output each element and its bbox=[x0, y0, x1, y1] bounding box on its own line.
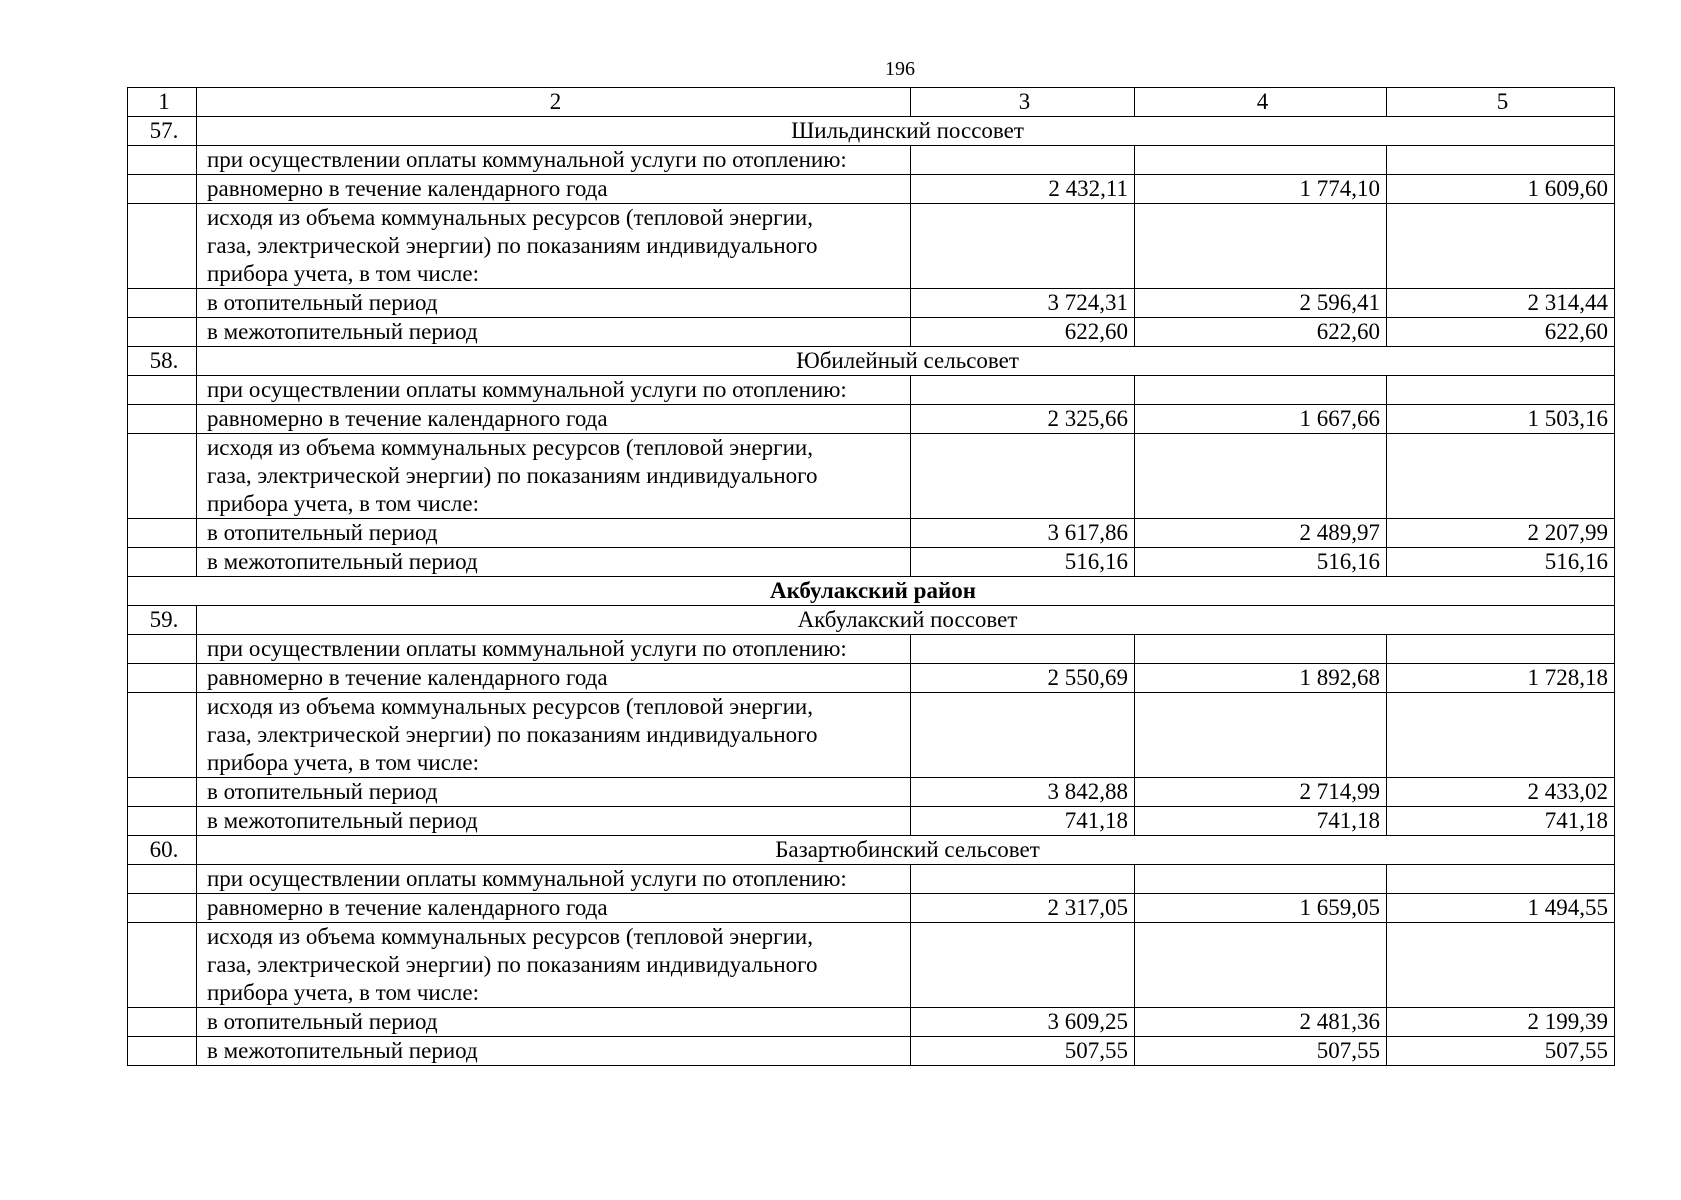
row-number-cell bbox=[128, 146, 197, 175]
table-row bbox=[128, 405, 1615, 434]
row-label: в межотопительный период bbox=[197, 548, 911, 577]
section-title: Базартюбинский сельсовет bbox=[197, 836, 1615, 865]
row-label-line: исходя из объема коммунальных ресурсов (тепловой энергии, bbox=[207, 435, 813, 460]
row-label: при осуществлении оплаты коммунальной услуги по отоплению: bbox=[197, 376, 911, 405]
value-cell: 1 609,60 bbox=[1387, 175, 1615, 204]
value-cell: 2 433,02 bbox=[1387, 778, 1615, 807]
row-number-cell bbox=[128, 807, 197, 836]
value-cell: 622,60 bbox=[911, 318, 1135, 347]
table-row bbox=[128, 146, 1615, 175]
value-cell bbox=[1135, 865, 1387, 894]
value-cell bbox=[1387, 146, 1615, 175]
value-cell: 2 596,41 bbox=[1135, 289, 1387, 318]
row-label: равномерно в течение календарного года bbox=[197, 664, 911, 693]
row-label-line: газа, электрической энергии) по показаниям индивидуального bbox=[207, 952, 818, 977]
value-cell: 507,55 bbox=[1135, 1037, 1387, 1066]
value-cell: 2 432,11 bbox=[911, 175, 1135, 204]
value-cell: 1 892,68 bbox=[1135, 664, 1387, 693]
row-label-line: газа, электрической энергии) по показаниям индивидуального bbox=[207, 463, 818, 488]
value-cell: 1 494,55 bbox=[1387, 894, 1615, 923]
column-header: 5 bbox=[1387, 88, 1615, 117]
value-cell: 507,55 bbox=[911, 1037, 1135, 1066]
section-row bbox=[128, 606, 1615, 635]
table-row bbox=[128, 693, 1615, 778]
section-title: Юбилейный сельсовет bbox=[197, 347, 1615, 376]
row-label-line: прибора учета, в том числе: bbox=[207, 261, 479, 286]
value-cell bbox=[1387, 693, 1615, 778]
value-cell bbox=[1387, 376, 1615, 405]
value-cell bbox=[1387, 635, 1615, 664]
value-cell: 2 207,99 bbox=[1387, 519, 1615, 548]
table-row bbox=[128, 548, 1615, 577]
section-title: Шильдинский поссовет bbox=[197, 117, 1615, 146]
row-label: в отопительный период bbox=[197, 1008, 911, 1037]
row-label: при осуществлении оплаты коммунальной услуги по отоплению: bbox=[197, 635, 911, 664]
row-number-cell bbox=[128, 405, 197, 434]
table-row bbox=[128, 664, 1615, 693]
row-label: равномерно в течение календарного года bbox=[197, 405, 911, 434]
row-number-cell bbox=[128, 434, 197, 519]
value-cell: 2 481,36 bbox=[1135, 1008, 1387, 1037]
value-cell bbox=[1135, 204, 1387, 289]
section-row bbox=[128, 117, 1615, 146]
value-cell bbox=[1387, 923, 1615, 1008]
row-label-multiline bbox=[197, 693, 911, 778]
table-body bbox=[128, 88, 1615, 1066]
value-cell bbox=[1135, 923, 1387, 1008]
region-row bbox=[128, 577, 1615, 606]
value-cell bbox=[1387, 865, 1615, 894]
column-header: 1 bbox=[128, 88, 197, 117]
table-row bbox=[128, 807, 1615, 836]
value-cell: 3 617,86 bbox=[911, 519, 1135, 548]
value-cell bbox=[1387, 434, 1615, 519]
value-cell: 2 199,39 bbox=[1387, 1008, 1615, 1037]
row-label-line: прибора учета, в том числе: bbox=[207, 750, 479, 775]
row-number-cell bbox=[128, 923, 197, 1008]
row-label: в межотопительный период bbox=[197, 1037, 911, 1066]
row-label-line: газа, электрической энергии) по показаниям индивидуального bbox=[207, 722, 818, 747]
table-row bbox=[128, 204, 1615, 289]
row-label: в межотопительный период bbox=[197, 318, 911, 347]
value-cell: 516,16 bbox=[1387, 548, 1615, 577]
row-number-cell bbox=[128, 175, 197, 204]
value-cell bbox=[1387, 204, 1615, 289]
value-cell: 1 503,16 bbox=[1387, 405, 1615, 434]
row-label: в межотопительный период bbox=[197, 807, 911, 836]
table-row bbox=[128, 1008, 1615, 1037]
row-label-multiline bbox=[197, 204, 911, 289]
row-label-line: газа, электрической энергии) по показаниям индивидуального bbox=[207, 233, 818, 258]
row-number-cell bbox=[128, 1008, 197, 1037]
section-number: 57. bbox=[128, 117, 197, 146]
value-cell: 741,18 bbox=[1387, 807, 1615, 836]
table-row bbox=[128, 865, 1615, 894]
row-number-cell bbox=[128, 1037, 197, 1066]
value-cell: 2 317,05 bbox=[911, 894, 1135, 923]
value-cell: 3 609,25 bbox=[911, 1008, 1135, 1037]
row-number-cell bbox=[128, 894, 197, 923]
value-cell: 741,18 bbox=[911, 807, 1135, 836]
section-row bbox=[128, 836, 1615, 865]
value-cell: 741,18 bbox=[1135, 807, 1387, 836]
row-number-cell bbox=[128, 318, 197, 347]
row-number-cell bbox=[128, 289, 197, 318]
value-cell bbox=[911, 693, 1135, 778]
section-row bbox=[128, 347, 1615, 376]
value-cell bbox=[1135, 146, 1387, 175]
value-cell: 2 714,99 bbox=[1135, 778, 1387, 807]
table-row bbox=[128, 778, 1615, 807]
row-number-cell bbox=[128, 635, 197, 664]
value-cell: 2 325,66 bbox=[911, 405, 1135, 434]
tariff-table bbox=[127, 87, 1615, 1066]
row-label: равномерно в течение календарного года bbox=[197, 175, 911, 204]
value-cell bbox=[1135, 376, 1387, 405]
section-number: 58. bbox=[128, 347, 197, 376]
value-cell bbox=[911, 434, 1135, 519]
value-cell bbox=[1135, 635, 1387, 664]
row-label-multiline bbox=[197, 923, 911, 1008]
value-cell: 622,60 bbox=[1135, 318, 1387, 347]
value-cell bbox=[911, 865, 1135, 894]
row-number-cell bbox=[128, 519, 197, 548]
value-cell bbox=[911, 204, 1135, 289]
section-number: 59. bbox=[128, 606, 197, 635]
column-header: 3 bbox=[911, 88, 1135, 117]
value-cell: 2 550,69 bbox=[911, 664, 1135, 693]
region-title: Акбулакский район bbox=[128, 577, 1615, 606]
table-row bbox=[128, 289, 1615, 318]
row-number-cell bbox=[128, 376, 197, 405]
value-cell: 516,16 bbox=[1135, 548, 1387, 577]
table-row bbox=[128, 519, 1615, 548]
row-number-cell bbox=[128, 548, 197, 577]
value-cell: 1 659,05 bbox=[1135, 894, 1387, 923]
column-header: 4 bbox=[1135, 88, 1387, 117]
table-row bbox=[128, 1037, 1615, 1066]
table-row bbox=[128, 635, 1615, 664]
row-label-multiline bbox=[197, 434, 911, 519]
row-label: при осуществлении оплаты коммунальной услуги по отоплению: bbox=[197, 865, 911, 894]
table-row bbox=[128, 434, 1615, 519]
page-number: 196 bbox=[885, 58, 915, 80]
value-cell bbox=[1135, 434, 1387, 519]
value-cell bbox=[911, 635, 1135, 664]
value-cell bbox=[911, 146, 1135, 175]
value-cell: 1 667,66 bbox=[1135, 405, 1387, 434]
row-label-line: исходя из объема коммунальных ресурсов (тепловой энергии, bbox=[207, 205, 813, 230]
row-number-cell bbox=[128, 865, 197, 894]
table-row bbox=[128, 175, 1615, 204]
section-title: Акбулакский поссовет bbox=[197, 606, 1615, 635]
value-cell: 2 489,97 bbox=[1135, 519, 1387, 548]
row-label: при осуществлении оплаты коммунальной услуги по отоплению: bbox=[197, 146, 911, 175]
value-cell: 1 774,10 bbox=[1135, 175, 1387, 204]
row-number-cell bbox=[128, 204, 197, 289]
value-cell: 3 724,31 bbox=[911, 289, 1135, 318]
row-label-line: исходя из объема коммунальных ресурсов (тепловой энергии, bbox=[207, 924, 813, 949]
row-label-line: прибора учета, в том числе: bbox=[207, 491, 479, 516]
value-cell: 507,55 bbox=[1387, 1037, 1615, 1066]
section-number: 60. bbox=[128, 836, 197, 865]
value-cell: 3 842,88 bbox=[911, 778, 1135, 807]
value-cell: 2 314,44 bbox=[1387, 289, 1615, 318]
value-cell: 622,60 bbox=[1387, 318, 1615, 347]
table-row bbox=[128, 318, 1615, 347]
value-cell bbox=[911, 923, 1135, 1008]
row-number-cell bbox=[128, 664, 197, 693]
value-cell bbox=[1135, 693, 1387, 778]
value-cell bbox=[911, 376, 1135, 405]
row-label: в отопительный период bbox=[197, 289, 911, 318]
table-row bbox=[128, 376, 1615, 405]
table-row bbox=[128, 894, 1615, 923]
value-cell: 1 728,18 bbox=[1387, 664, 1615, 693]
table-row bbox=[128, 923, 1615, 1008]
row-label-line: исходя из объема коммунальных ресурсов (тепловой энергии, bbox=[207, 694, 813, 719]
row-label: в отопительный период bbox=[197, 778, 911, 807]
row-number-cell bbox=[128, 693, 197, 778]
column-header: 2 bbox=[197, 88, 911, 117]
column-header-row bbox=[128, 88, 1615, 117]
row-label: равномерно в течение календарного года bbox=[197, 894, 911, 923]
row-label-line: прибора учета, в том числе: bbox=[207, 980, 479, 1005]
row-label: в отопительный период bbox=[197, 519, 911, 548]
value-cell: 516,16 bbox=[911, 548, 1135, 577]
row-number-cell bbox=[128, 778, 197, 807]
